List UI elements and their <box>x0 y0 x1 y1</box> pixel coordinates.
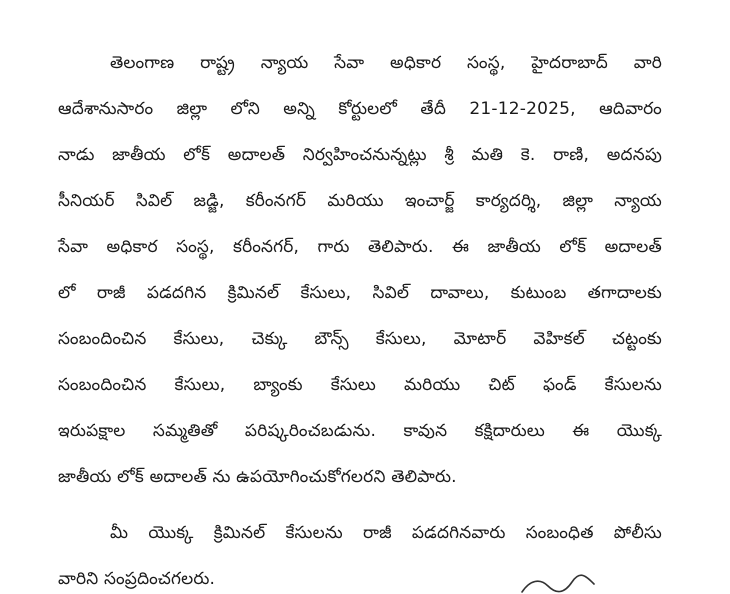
paragraph1-line-10: జాతీయ లోక్ అదాలత్ ను ఉపయోగించుకోగలరని తెలిపారు. <box>58 467 457 487</box>
paragraph1-line-2: ఆదేశానుసారం జిల్లా లోని అన్ని కోర్టులలో తేదీ 21-12-2025, ఆదివారం <box>58 99 662 119</box>
paragraph1-line-7: సంబందించిన కేసులు, చెక్కు బౌన్స్ కేసులు, మోటార్ వెహికల్ చట్టంకు <box>58 329 662 349</box>
paragraph2-line-1: మీ యొక్క క్రిమినల్ కేసులను రాజీ పడదగినవారు సంబంధిత పోలీసు <box>110 523 662 543</box>
paragraph1-line-3: నాడు జాతీయ లోక్ అదాలత్ నిర్వహించనున్నట్లు శ్రీ మతి కె. రాణి, అదనపు <box>58 145 662 165</box>
paragraph1-line-1: తెలంగాణ రాష్ట్ర న్యాయ సేవా అధికార సంస్థ, హైదరాబాద్ వారి <box>110 53 662 73</box>
signature-stroke <box>520 574 600 594</box>
paragraph1-line-8: సంబందించిన కేసులు, బ్యాంకు కేసులు మరియు చిట్ ఫండ్ కేసులను <box>58 375 662 395</box>
paragraph1-line-6: లో రాజీ పడదగిన క్రిమినల్ కేసులు, సివిల్ దావాలు, కుటుంబ తగాదాలకు <box>58 283 662 303</box>
paragraph1-line-4: సీనియర్ సివిల్ జడ్జి, కరీంనగర్ మరియు ఇంచార్జ్ కార్యదర్శి, జిల్లా న్యాయ <box>58 191 662 211</box>
paragraph1-line-5: సేవా అధికార సంస్థ, కరీంనగర్, గారు తెలిపారు. ఈ జాతీయ లోక్ అదాలత్ <box>58 237 662 257</box>
paragraph2-line-2: వారిని సంప్రదించగలరు. <box>58 569 216 589</box>
paragraph1-line-9: ఇరుపక్షాల సమ్మతితో పరిష్కరించబడును. కావున కక్షిదారులు ఈ యొక్క <box>58 421 662 441</box>
